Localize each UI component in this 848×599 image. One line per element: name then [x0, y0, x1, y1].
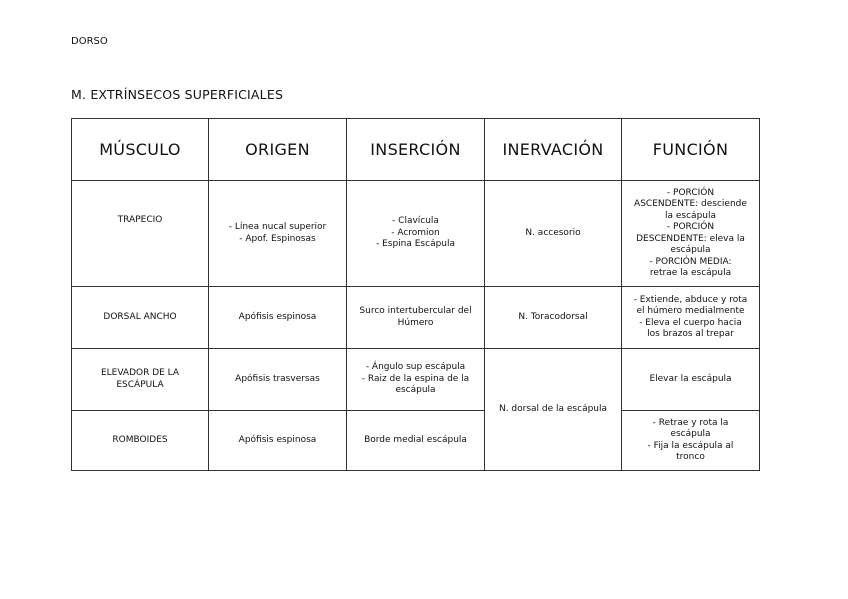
cell-insercion	[347, 411, 485, 471]
header-insercion: INSERCIÓN	[347, 119, 485, 181]
cell-text-line: - Ángulo sup escápula	[365, 362, 466, 373]
table-row	[72, 181, 760, 287]
cell-text-line: - Clavícula	[392, 216, 439, 227]
cell-text-line: ESCÁPULA	[116, 379, 164, 390]
cell-musculo	[72, 349, 209, 411]
cell-text-line: TRAPECIO	[117, 215, 163, 225]
cell-text-line: Borde medial escápula	[364, 434, 467, 445]
cell-text-line: N. Toracodorsal	[518, 311, 588, 322]
table-header-row	[72, 119, 760, 181]
cell-text-line: - PORCIÓN	[666, 187, 715, 198]
cell-origen	[209, 349, 347, 411]
header-inervacion: INERVACIÓN	[485, 119, 622, 181]
cell-text-line: Surco intertubercular del	[359, 306, 472, 316]
document-label: DORSO	[71, 36, 108, 47]
cell-text-line: - Acromion	[391, 227, 440, 238]
cell-text-line: Apófisis espinosa	[238, 311, 317, 322]
cell-text-line: DORSAL ANCHO	[103, 311, 177, 322]
cell-text-line: - Extiende, abduce y rota	[633, 294, 748, 305]
cell-text-line: - Fija la escápula al	[647, 440, 734, 451]
cell-text-line: ELEVADOR DE LA	[100, 368, 180, 378]
cell-text-line: DESCENDENTE: eleva la	[636, 233, 745, 244]
cell-origen	[209, 181, 347, 287]
table-row	[72, 287, 760, 349]
cell-text-line: escápula	[670, 429, 711, 439]
cell-funcion	[622, 349, 760, 411]
cell-text-line: ASCENDENTE: desciende	[634, 199, 747, 209]
cell-musculo	[72, 181, 209, 287]
cell-text-line: - PORCIÓN MEDIA:	[649, 256, 732, 267]
table-row	[72, 349, 760, 411]
cell-funcion	[622, 287, 760, 349]
cell-text-line: escápula	[395, 385, 436, 396]
cell-text-line: la escápula	[665, 210, 716, 221]
cell-text-line: - Eleva el cuerpo hacia	[639, 317, 742, 328]
header-musculo: MÚSCULO	[72, 119, 209, 181]
cell-text-line: N. accesorio	[525, 227, 581, 238]
muscle-table	[71, 118, 760, 471]
cell-insercion	[347, 349, 485, 411]
cell-text-line: retrae la escápula	[649, 268, 732, 278]
section-title: M. EXTRÍNSECOS SUPERFICIALES	[71, 87, 284, 102]
cell-inervacion	[485, 287, 622, 349]
cell-musculo	[72, 287, 209, 349]
cell-funcion	[622, 411, 760, 471]
cell-text-line: ROMBOIDES	[112, 434, 168, 445]
cell-inervacion	[485, 181, 622, 287]
header-funcion: FUNCIÓN	[622, 119, 760, 181]
cell-text-line: - PORCIÓN	[666, 222, 715, 232]
cell-text-line: Apófisis trasversas	[235, 373, 320, 384]
cell-text-line: Elevar la escápula	[649, 373, 732, 384]
cell-text-line: escápula	[670, 245, 711, 255]
cell-text-line: N. dorsal de la escápula	[498, 403, 608, 414]
cell-text-line: tronco	[676, 452, 705, 462]
cell-text-line: - Línea nucal superior	[228, 222, 327, 232]
cell-funcion	[622, 181, 760, 287]
cell-text-line: - Apof. Espinosas	[239, 233, 316, 244]
cell-text-line: - Espina Escápula	[375, 239, 456, 250]
cell-text-line: el húmero medialmente	[636, 306, 745, 316]
header-origen: ORIGEN	[209, 119, 347, 181]
cell-text-line: - Retrae y rota la	[652, 417, 729, 428]
cell-musculo	[72, 411, 209, 471]
cell-origen	[209, 411, 347, 471]
cell-insercion	[347, 287, 485, 349]
cell-text-line: Apófisis espinosa	[238, 434, 317, 445]
cell-text-line: los brazos al trepar	[647, 329, 734, 339]
cell-inervacion	[485, 349, 622, 471]
cell-text-line: - Raiz de la espina de la	[361, 373, 470, 384]
cell-origen	[209, 287, 347, 349]
table-row	[72, 411, 760, 471]
cell-text-line: Húmero	[397, 317, 434, 328]
cell-insercion	[347, 181, 485, 287]
